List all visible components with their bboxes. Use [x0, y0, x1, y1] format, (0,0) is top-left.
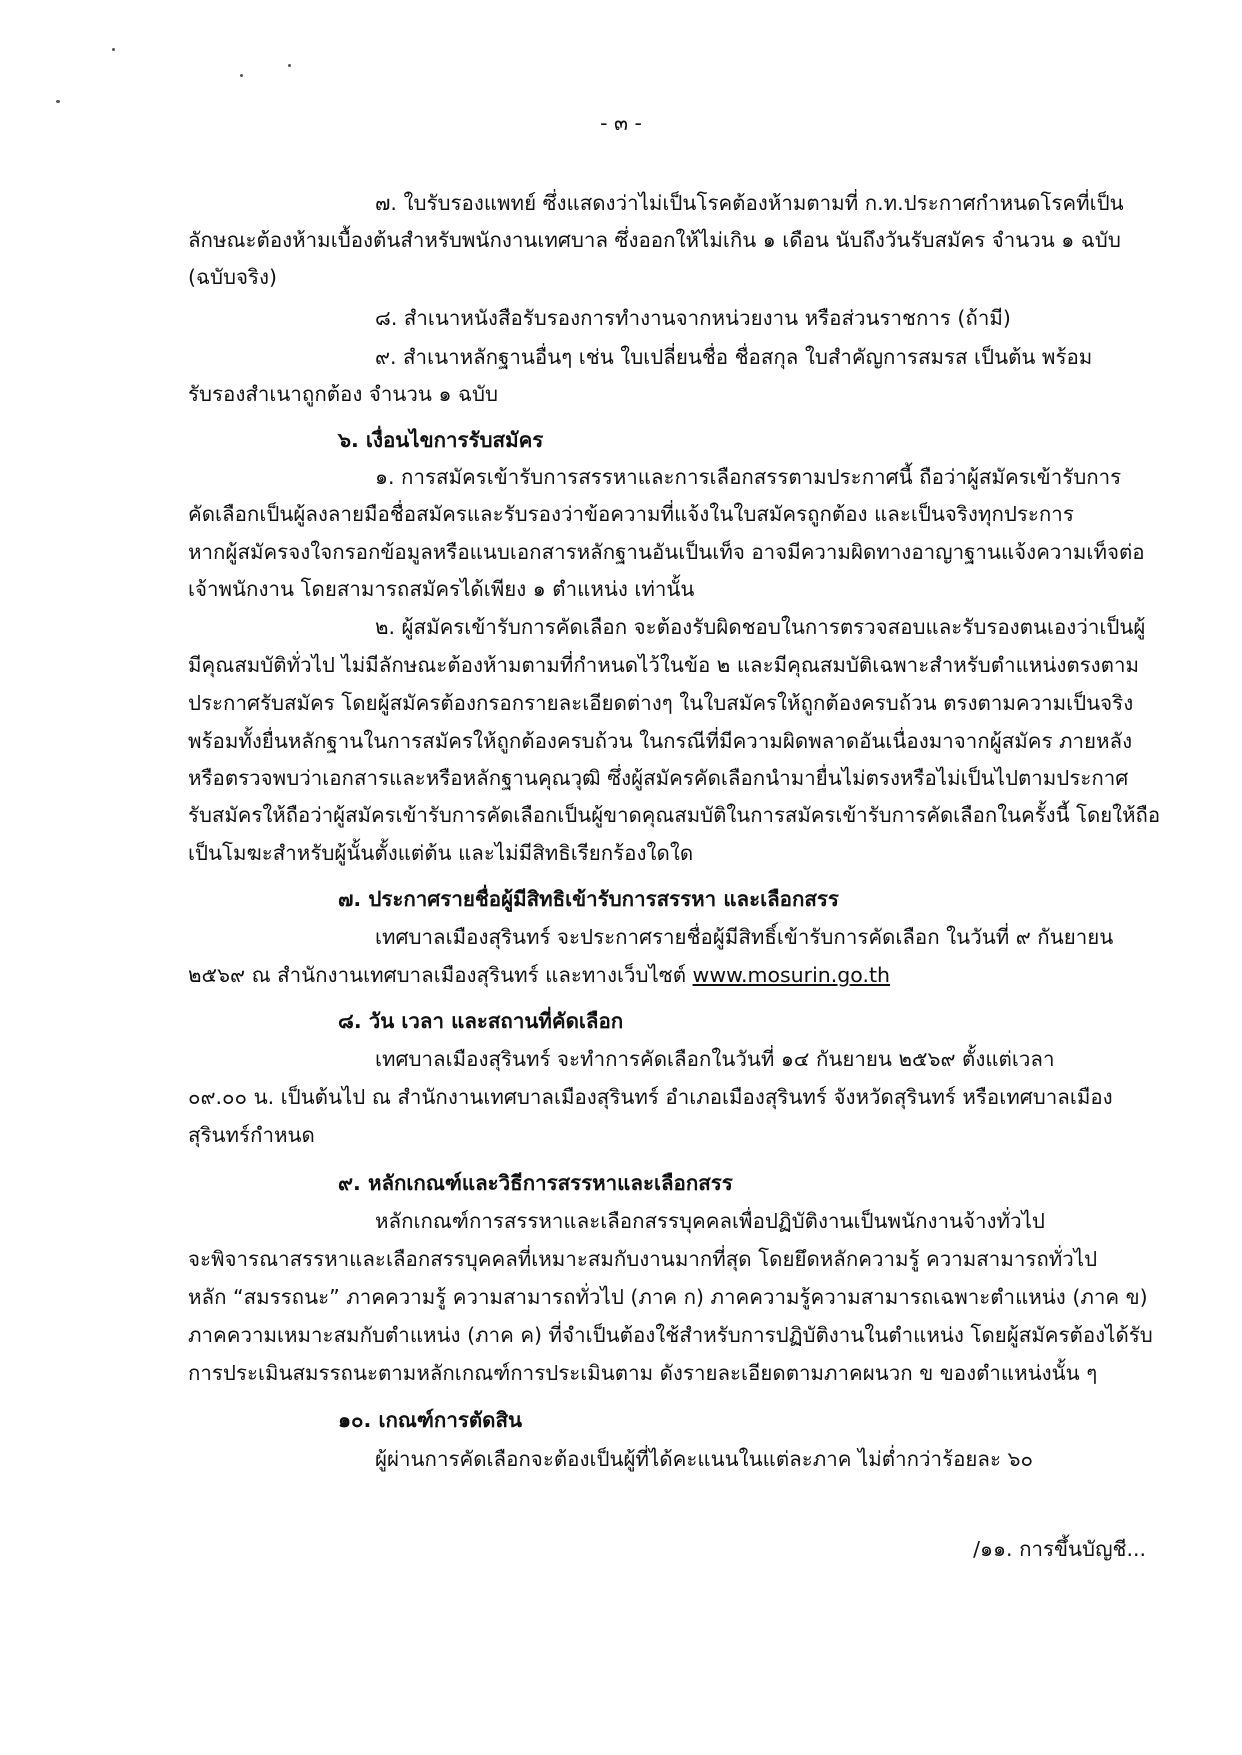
section-8-line-1: เทศบาลเมืองสุรินทร์ จะทำการคัดเลือกในวันที่ ๑๔ กันยายน ๒๕๖๙ ตั้งแต่เวลา	[375, 1047, 1055, 1071]
section-10-heading: ๑๐. เกณฑ์การตัดสิน	[338, 1408, 522, 1432]
section-9-line-3: หลัก “สมรรถนะ” ภาคความรู้ ความสามารถทั่วไป (ภาค ก) ภาคความรู้ความสามารถเฉพาะตำแหน่ง (ภาค ข)	[188, 1285, 1148, 1309]
section-6-1-line-3: หากผู้สมัครจงใจกรอกข้อมูลหรือแนบเอกสารหลักฐานอันเป็นเท็จ อาจมีความผิดทางอาญาฐานแจ้งความเท็จต่อ	[188, 540, 1145, 564]
section-6-2-line-1: ๒. ผู้สมัครเข้ารับการคัดเลือก จะต้องรับผิดชอบในการตรวจสอบและรับรองตนเองว่าเป็นผู้	[375, 615, 1146, 639]
item-7-line-2: ลักษณะต้องห้ามเบื้องต้นสำหรับพนักงานเทศบาล ซึ่งออกให้ไม่เกิน ๑ เดือน นับถึงวันรับสมัคร จำนวน ๑ ฉบับ	[188, 228, 1121, 252]
section-9-heading: ๙. หลักเกณฑ์และวิธีการสรรหาและเลือกสรร	[338, 1171, 733, 1195]
section-6-2-line-6: รับสมัครให้ถือว่าผู้สมัครเข้ารับการคัดเลือกเป็นผู้ขาดคุณสมบัติในการสมัครเข้ารับการคัดเลือกในครั้งนี้ โดยให้ถือ	[188, 803, 1161, 827]
section-9-line-5: การประเมินสมรรถนะตามหลักเกณฑ์การประเมินตาม ดังรายละเอียดตามภาคผนวก ข ของตำแหน่งนั้น ๆ	[188, 1361, 1098, 1385]
website-link[interactable]: www.mosurin.go.th	[692, 963, 891, 987]
scan-speck	[112, 48, 115, 51]
section-6-2-line-7: เป็นโมฆะสำหรับผู้นั้นตั้งแต่ต้น และไม่มีสิทธิเรียกร้องใดใด	[188, 841, 694, 865]
section-6-2-line-5: หรือตรวจพบว่าเอกสารและหรือหลักฐานคุณวุฒิ ซึ่งผู้สมัครคัดเลือกนำมายื่นไม่ตรงหรือไม่เป็นไปตามประกาศ	[188, 766, 1129, 790]
item-7-line-3: (ฉบับจริง)	[188, 265, 278, 289]
scan-speck	[288, 64, 291, 67]
item-9-line-1: ๙. สำเนาหลักฐานอื่นๆ เช่น ใบเปลี่ยนชื่อ ชื่อสกุล ใบสำคัญการสมรส เป็นต้น พร้อม	[375, 345, 1093, 369]
section-7-heading: ๗. ประกาศรายชื่อผู้มีสิทธิเข้ารับการสรรหา และเลือกสรร	[338, 887, 839, 911]
scan-speck	[56, 100, 60, 103]
item-9-line-2: รับรองสำเนาถูกต้อง จำนวน ๑ ฉบับ	[188, 382, 498, 406]
section-6-1-line-4: เจ้าพนักงาน โดยสามารถสมัครได้เพียง ๑ ตำแหน่ง เท่านั้น	[188, 577, 695, 601]
section-7-line-2-text: ๒๕๖๙ ณ สำนักงานเทศบาลเมืองสุรินทร์ และทางเว็บไซต์	[188, 963, 693, 987]
section-10-line-1: ผู้ผ่านการคัดเลือกจะต้องเป็นผู้ที่ได้คะแนนในแต่ละภาค ไม่ต่ำกว่าร้อยละ ๖๐	[375, 1447, 1034, 1471]
section-6-heading: ๖. เงื่อนไขการรับสมัคร	[338, 428, 544, 452]
section-9-line-1: หลักเกณฑ์การสรรหาและเลือกสรรบุคคลเพื่อปฏิบัติงานเป็นพนักงานจ้างทั่วไป	[375, 1209, 1045, 1233]
item-8-line-1: ๘. สำเนาหนังสือรับรองการทำงานจากหน่วยงาน หรือส่วนราชการ (ถ้ามี)	[375, 306, 1011, 330]
section-9-line-2: จะพิจารณาสรรหาและเลือกสรรบุคคลที่เหมาะสมกับงานมากที่สุด โดยยึดหลักความรู้ ความสามารถทั่วไป	[188, 1247, 1098, 1271]
section-8-line-2: ๐๙.๐๐ น. เป็นต้นไป ณ สำนักงานเทศบาลเมืองสุรินทร์ อำเภอเมืองสุรินทร์ จังหวัดสุรินทร์ หรือเทศบาลเมือง	[188, 1085, 1113, 1109]
section-6-2-line-4: พร้อมทั้งยื่นหลักฐานในการสมัครให้ถูกต้องครบถ้วน ในกรณีที่มีความผิดพลาดอันเนื่องมาจากผู้สมัคร ภายหลัง	[188, 729, 1133, 753]
section-6-2-line-3: ประกาศรับสมัคร โดยผู้สมัครต้องกรอกรายละเอียดต่างๆ ในใบสมัครให้ถูกต้องครบถ้วน ตรงตามความเป็นจริง	[188, 691, 1134, 715]
section-8-heading: ๘. วัน เวลา และสถานที่คัดเลือก	[338, 1009, 624, 1033]
section-6-2-line-2: มีคุณสมบัติทั่วไป ไม่มีลักษณะต้องห้ามตามที่กำหนดไว้ในข้อ ๒ และมีคุณสมบัติเฉพาะสำหรับตำแหน่งตรงตาม	[188, 653, 1140, 677]
section-7-line-1: เทศบาลเมืองสุรินทร์ จะประกาศรายชื่อผู้มีสิทธิ์เข้ารับการคัดเลือก ในวันที่ ๙ กันยายน	[375, 925, 1114, 949]
section-8-line-3: สุรินทร์กำหนด	[188, 1123, 315, 1147]
page-number: - ๓ -	[600, 111, 642, 135]
scan-speck	[240, 74, 243, 77]
section-7-line-2	[188, 960, 890, 990]
item-7-line-1: ๗. ใบรับรองแพทย์ ซึ่งแสดงว่าไม่เป็นโรคต้องห้ามตามที่ ก.ท.ประกาศกำหนดโรคที่เป็น	[375, 191, 1124, 215]
section-9-line-4: ภาคความเหมาะสมกับตำแหน่ง (ภาค ค) ที่จำเป็นต้องใช้สำหรับการปฏิบัติงานในตำแหน่ง โดยผู้สมัครต้องได้รับ	[188, 1323, 1153, 1347]
continuation-note: /๑๑. การขึ้นบัญชี...	[973, 1537, 1146, 1561]
section-6-1-line-2: คัดเลือกเป็นผู้ลงลายมือชื่อสมัครและรับรองว่าข้อความที่แจ้งในใบสมัครถูกต้อง และเป็นจริงทุกประการ	[188, 502, 1074, 526]
section-6-1-line-1: ๑. การสมัครเข้ารับการสรรหาและการเลือกสรรตามประกาศนี้ ถือว่าผู้สมัครเข้ารับการ	[375, 465, 1122, 489]
